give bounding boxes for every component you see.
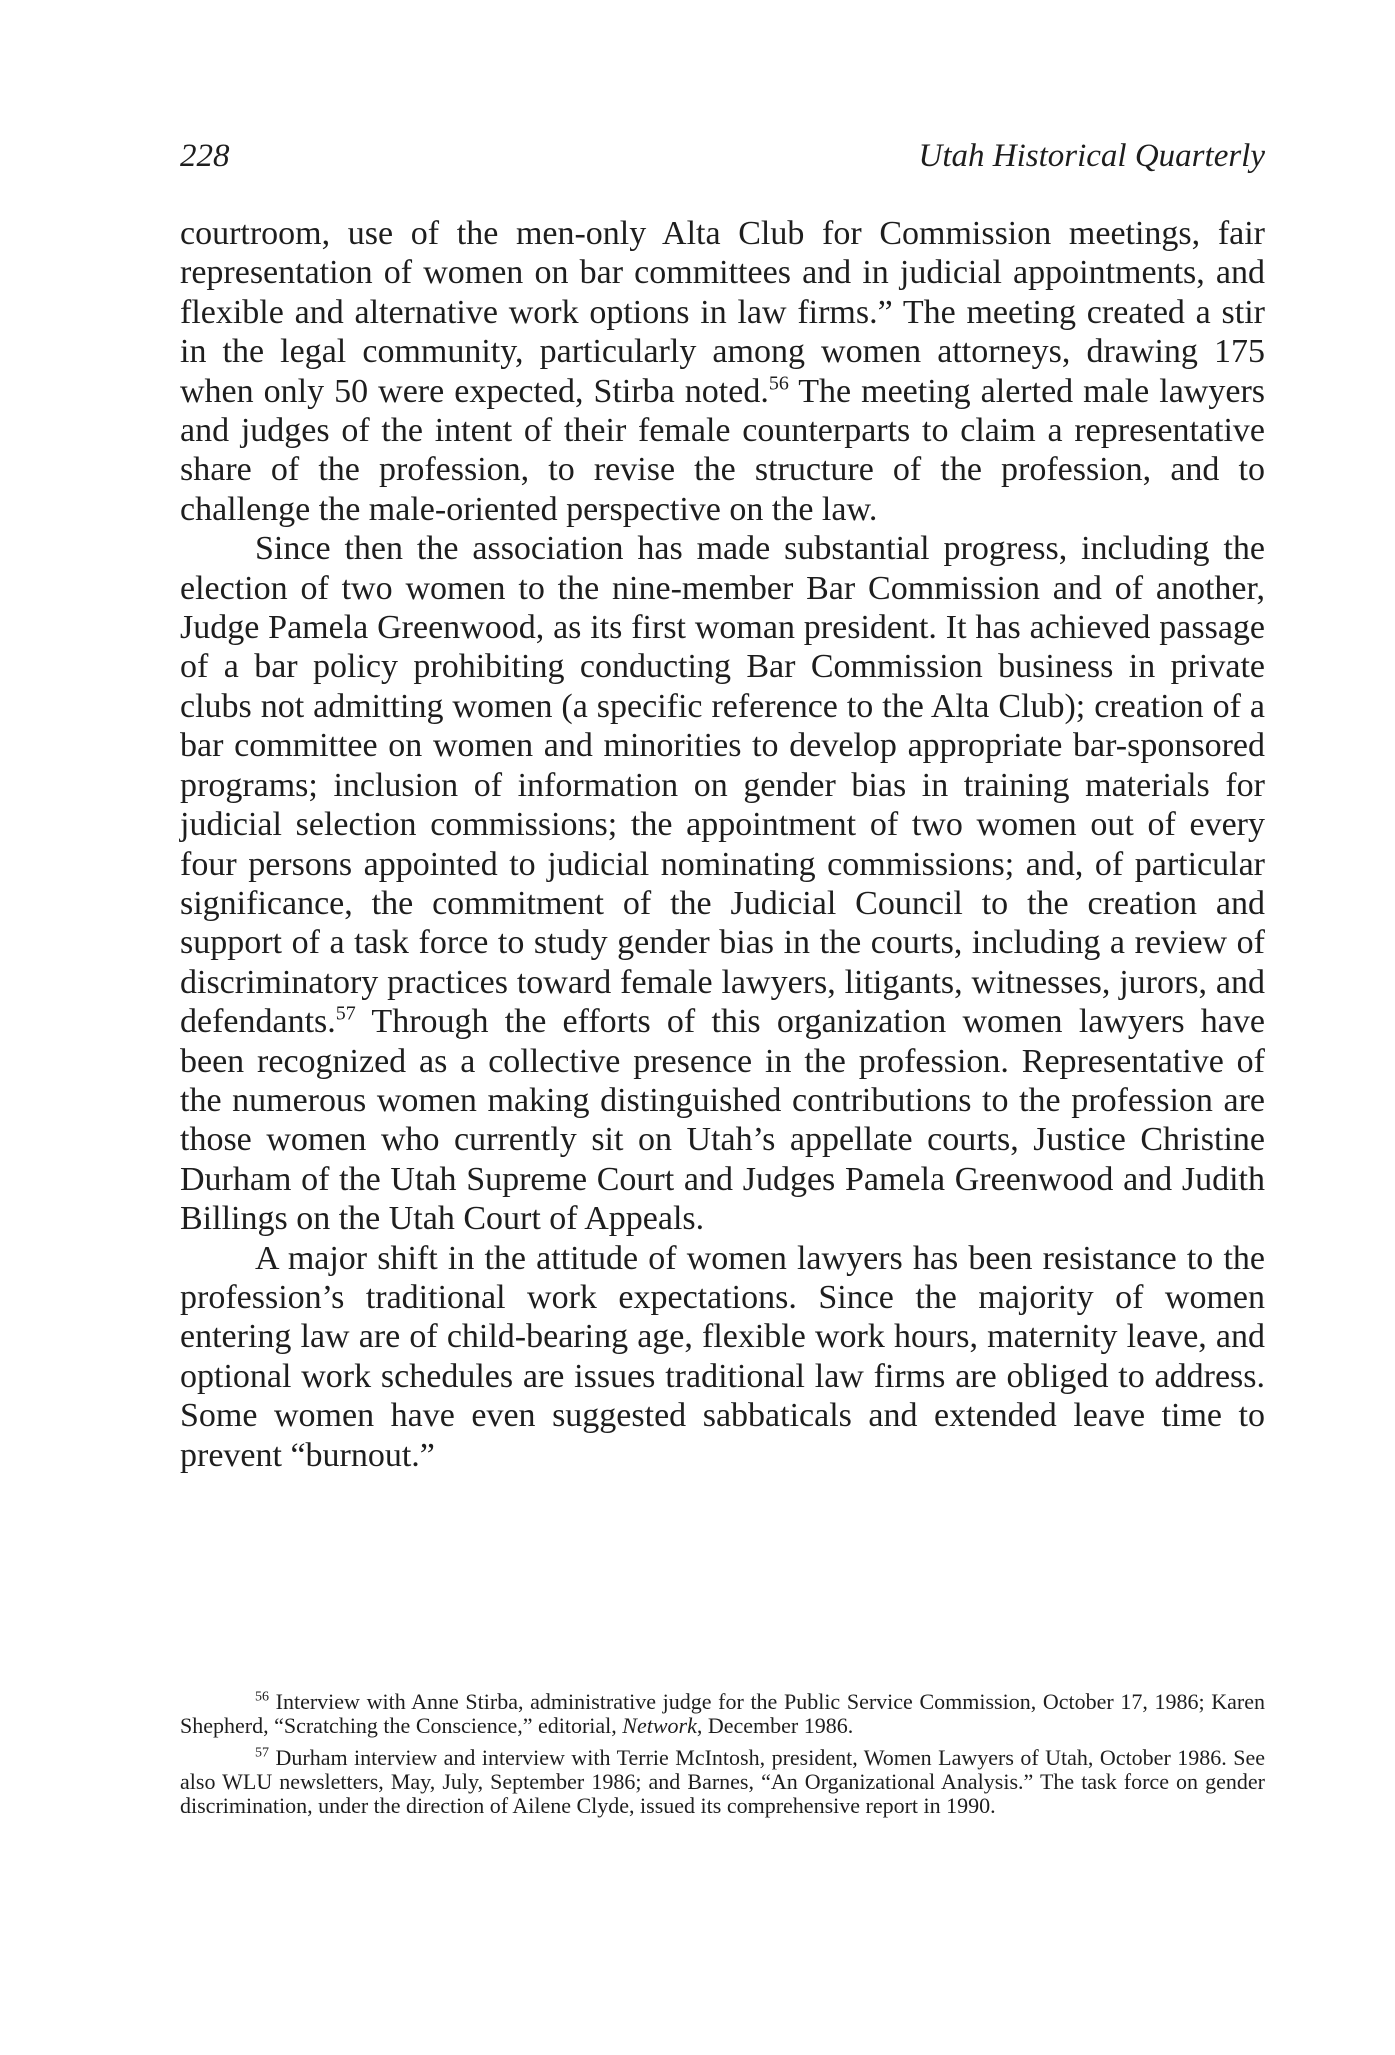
page-number: 228 bbox=[180, 138, 230, 174]
footnotes bbox=[180, 1690, 1265, 1826]
footnote-ref-57: 57 bbox=[335, 1002, 356, 1025]
footnote-56-text-b: , December 1986. bbox=[696, 1713, 854, 1738]
running-header bbox=[180, 138, 1265, 188]
footnote-56-italic: Network bbox=[622, 1713, 697, 1738]
journal-title: Utah Historical Quarterly bbox=[918, 138, 1265, 174]
body-text bbox=[180, 214, 1265, 1475]
paragraph-2 bbox=[180, 529, 1265, 1238]
footnote-57-text: Durham interview and interview with Terrie McIntosh, president, Women Lawyers of Utah, October 1986. See also WLU newsletters, May, July, September 1986; and Barnes, “An Organizational Analysis.” The task force on gender discrimination, under the direction of Ailene Clyde, issued its comprehensive report in 1990. bbox=[180, 1745, 1265, 1818]
footnote-57 bbox=[180, 1746, 1265, 1818]
footnote-ref-56: 56 bbox=[768, 372, 789, 395]
paragraph-1-text-a: courtroom, use of the men-only Alta Club for Commission meetings, fair representation of women on bar committees and in judicial appointments, and flexible and alternative work options in law firms.” The meeting created a stir in the legal community, particularly among women attorneys, drawing 175 when only 50 were expected, Stirba noted. bbox=[180, 215, 1265, 410]
footnote-56 bbox=[180, 1690, 1265, 1738]
paragraph-2-text-a: Since then the association has made substantial progress, including the election of two women to the nine-member Bar Commission and of another, Judge Pamela Greenwood, as its first woman president. It has achieved passage of a bar policy prohibiting conducting Bar Commission business in private clubs not admitting women (a specific reference to the Alta Club); creation of a bar committee on women and minorities to develop appropriate bar-sponsored programs; inclusion of information on gender bias in training materials for judicial selection commissions; the appointment of two women out of every four persons appointed to judicial nominating commissions; and, of particular significance, the commitment of the Judicial Council to the creation and support of a task force to study gender bias in the courts, including a review of discriminatory practices toward female lawyers, litigants, witnesses, jurors, and defendants. bbox=[180, 530, 1265, 1041]
footnote-57-number: 57 bbox=[255, 1745, 269, 1761]
footnote-56-text-a: Interview with Anne Stirba, administrative judge for the Public Service Commission, October 17, 1986; Karen Shepherd, “Scratching the Conscience,” editorial, bbox=[180, 1689, 1265, 1738]
paragraph-2-text-b: Through the efforts of this organization women lawyers have been recognized as a collective presence in the profession. Representative of the numerous women making distinguished contributions to the profession are those women who currently sit on Utah’s appellate courts, Justice Christine Durham of the Utah Supreme Court and Judges Pamela Greenwood and Judith Billings on the Utah Court of Appeals. bbox=[180, 1003, 1265, 1238]
footnote-56-number: 56 bbox=[255, 1689, 269, 1705]
paragraph-1 bbox=[180, 214, 1265, 529]
paragraph-3: A major shift in the attitude of women lawyers has been resistance to the profession’s traditional work expectations. Since the majority of women entering law are of child-bearing age, flexible work hours, maternity leave, and optional work schedules are issues traditional law firms are obliged to address. Some women have even suggested sabbaticals and extended leave time to prevent “burnout.” bbox=[180, 1239, 1265, 1474]
paragraph-1-text-b: The meeting alerted male lawyers and judges of the intent of their female counterparts to claim a representative share of the profession, to revise the structure of the profession, and to challenge the male-oriented perspective on the law. bbox=[180, 372, 1266, 528]
